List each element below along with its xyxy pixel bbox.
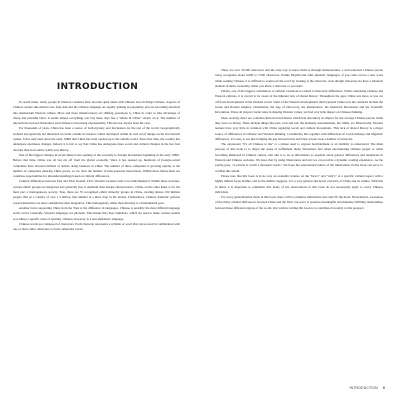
- paragraph: Cultural differences between East and West abound. First, Western societies tend to be individualized. Within these societies, various ethnic groups are integrated and generally free to maintain their unique characteristics. China, on the other hand, is for the most part a homogeneous society. True, there are 55 recognized ethnic minority groups in China, totaling almost 100 million people. But as a country of over 1.3 billion, that number is a mere drop in the bucket. Furthermore, Chinese domestic policies toward minorities are more assimilative than integrative. This homogeneity rather than diversity is a fundamental goal.: [13, 179, 180, 205]
- paragraph: For every generalization made in this book, there will be countless individuals who don't fit the mold. Nevertheless, awareness of the many cultural differences between China and the West can serve to promote meaningful and mutually fulfilling relationships between these different regions of the world. Our wish in writing this book is to contribute favorably to this prospect.: [215, 195, 383, 210]
- right-page: [200, 0, 400, 400]
- left-body-text: [13, 100, 180, 232]
- paragraph: There are over 45,000 characters and the only way to know them is through memorization, a well-educated Chinese person today recognizes about 6,000 to 7,000 characters. Unlike English and other phonetic languages, if you come across a new word while reading Chinese, it is difficult to sound out the word by looking at the character, even though characters do have a phonetic element in them. Generally, either you know a character or you don't.: [215, 68, 383, 88]
- paragraph: Finally, one of the biggest contributors to cultural variations is related to historical differences. When comparing Chinese and Western cultures, it is crucial to be aware of the inherent lack of shared history. Throughout the ages, China was more or less cut off from developments in the Western world. Some of the Western developments that bypassed China over the centuries include the Greek and Roman empires, Christianity, the Age of Discovery, the Renaissance, the Industrial Revolution and the Scientific Revolution. These all played crucial roles in shaping Western values, yet had very little impact on Chinese thinking.: [215, 89, 383, 115]
- paragraph: Please note that this book is in no way an academic treatise on the "how's" and "why's" of a specific cultural aspect with a highly limited focus. Rather, and as the subtitle suggests, it is a very general and broad overview of China and its culture. With this in mind, it is important to remember that many of the observations in this book do not necessarily apply to every Chinese individual.: [215, 173, 383, 194]
- running-footer-label: INTRODUCTION: [349, 386, 378, 390]
- page-number: 9: [382, 386, 385, 390]
- paragraph: For thousands of years, China has been a source of both mystery and fascination for the rest of the world. Geographically isolated and generally not interested in events outside its borders, China developed within its own set of unique social and cultural values. It has only been since the early 1980s that China has truly opened up to the outside world. Since that time, the country has undergone enormous changes. Indeed, it is fair to say that China has undergone more social and cultural changes in the last four decades than in its entire 4,000-year history.: [13, 126, 180, 152]
- paragraph: One of the biggest changes in recent times is the opening of the economy to foreign investment beginning in the early 1980s. Before that time, China was all but cut off from the global economy. Since it has opened up, hundreds of foreign-owned companies have invested billions of dollars doing business in China. The number of these companies is growing rapidly as the number of companies entering China grows, so too does the number of inter-personal interactions. Within these interactions are countless opportunities for misunderstandings based on cultural differences.: [13, 152, 180, 179]
- chapter-title: INTRODUCTION: [56, 82, 139, 92]
- paragraph: More recently, there are countless historical incidences which had absolutely no impact for the average Chinese person while they were occurring. These include things like jazz, rock and roll, the Kennedy assassinations, the 1960s, etc. Historically, Western notions have very little in common with China regarding social and cultural movements. This lack of shared history is a major source of differences in Chinese and Western thinking. Considering this together with differences in social makeup and linguistic differences, it is easy to see that bridging the gap between East and West at least took a number of obstacles.: [215, 115, 383, 141]
- paragraph: The expression "It's all Chinese to me" is a phrase used to express bewilderment or an inability to understand. The main purpose of this book is to dispel the sense of bafflement many Westerners feel when encountering Chinese people or when becoming immersed in Chinese culture. Our aim is to be as informative as possible about general differences and tendencies in Western and Chinese societies. We hope that by using illustrations and text we can provide a dynamic reading experience. As the saying goes, "A picture is worth a thousand words." We hope the expressional nature of the illustrations in this book can serve to confirm this axiom.: [215, 142, 383, 173]
- page-footer: [350, 386, 386, 390]
- right-body-text: [215, 68, 383, 211]
- paragraph: In recent times, many people in Western countries have become quite taken with Chinese and all things Chinese. Aspects of Chinese culture like martial arts, feng shui and the Chinese language are rapidly gaining in popularity, and are becoming absorbed into mainstream Western culture. More and more manufacturers are shifting operations to China in order to take advantage of cheap and plentiful labor. It seems almost everything you buy these days has a "Made in China" sticker on it. The number of interactions between Westerners and Chinese is increasing exponentially. This has not always been the case.: [13, 100, 180, 126]
- paragraph: Chinese words are composed of characters. Each character represents a syllable or word that can be used in combination with one or more other characters to form compound words.: [13, 221, 180, 232]
- paragraph: Another factor separating China from the West is the difference in languages. Chinese is possibly the most difficult language in the world. Generally, Western languages are phonetic. This means they have alphabets, which are used to make various sounds according to specific rules of spelling. Chinese, however, is a non-alphabetic language.: [13, 205, 180, 221]
